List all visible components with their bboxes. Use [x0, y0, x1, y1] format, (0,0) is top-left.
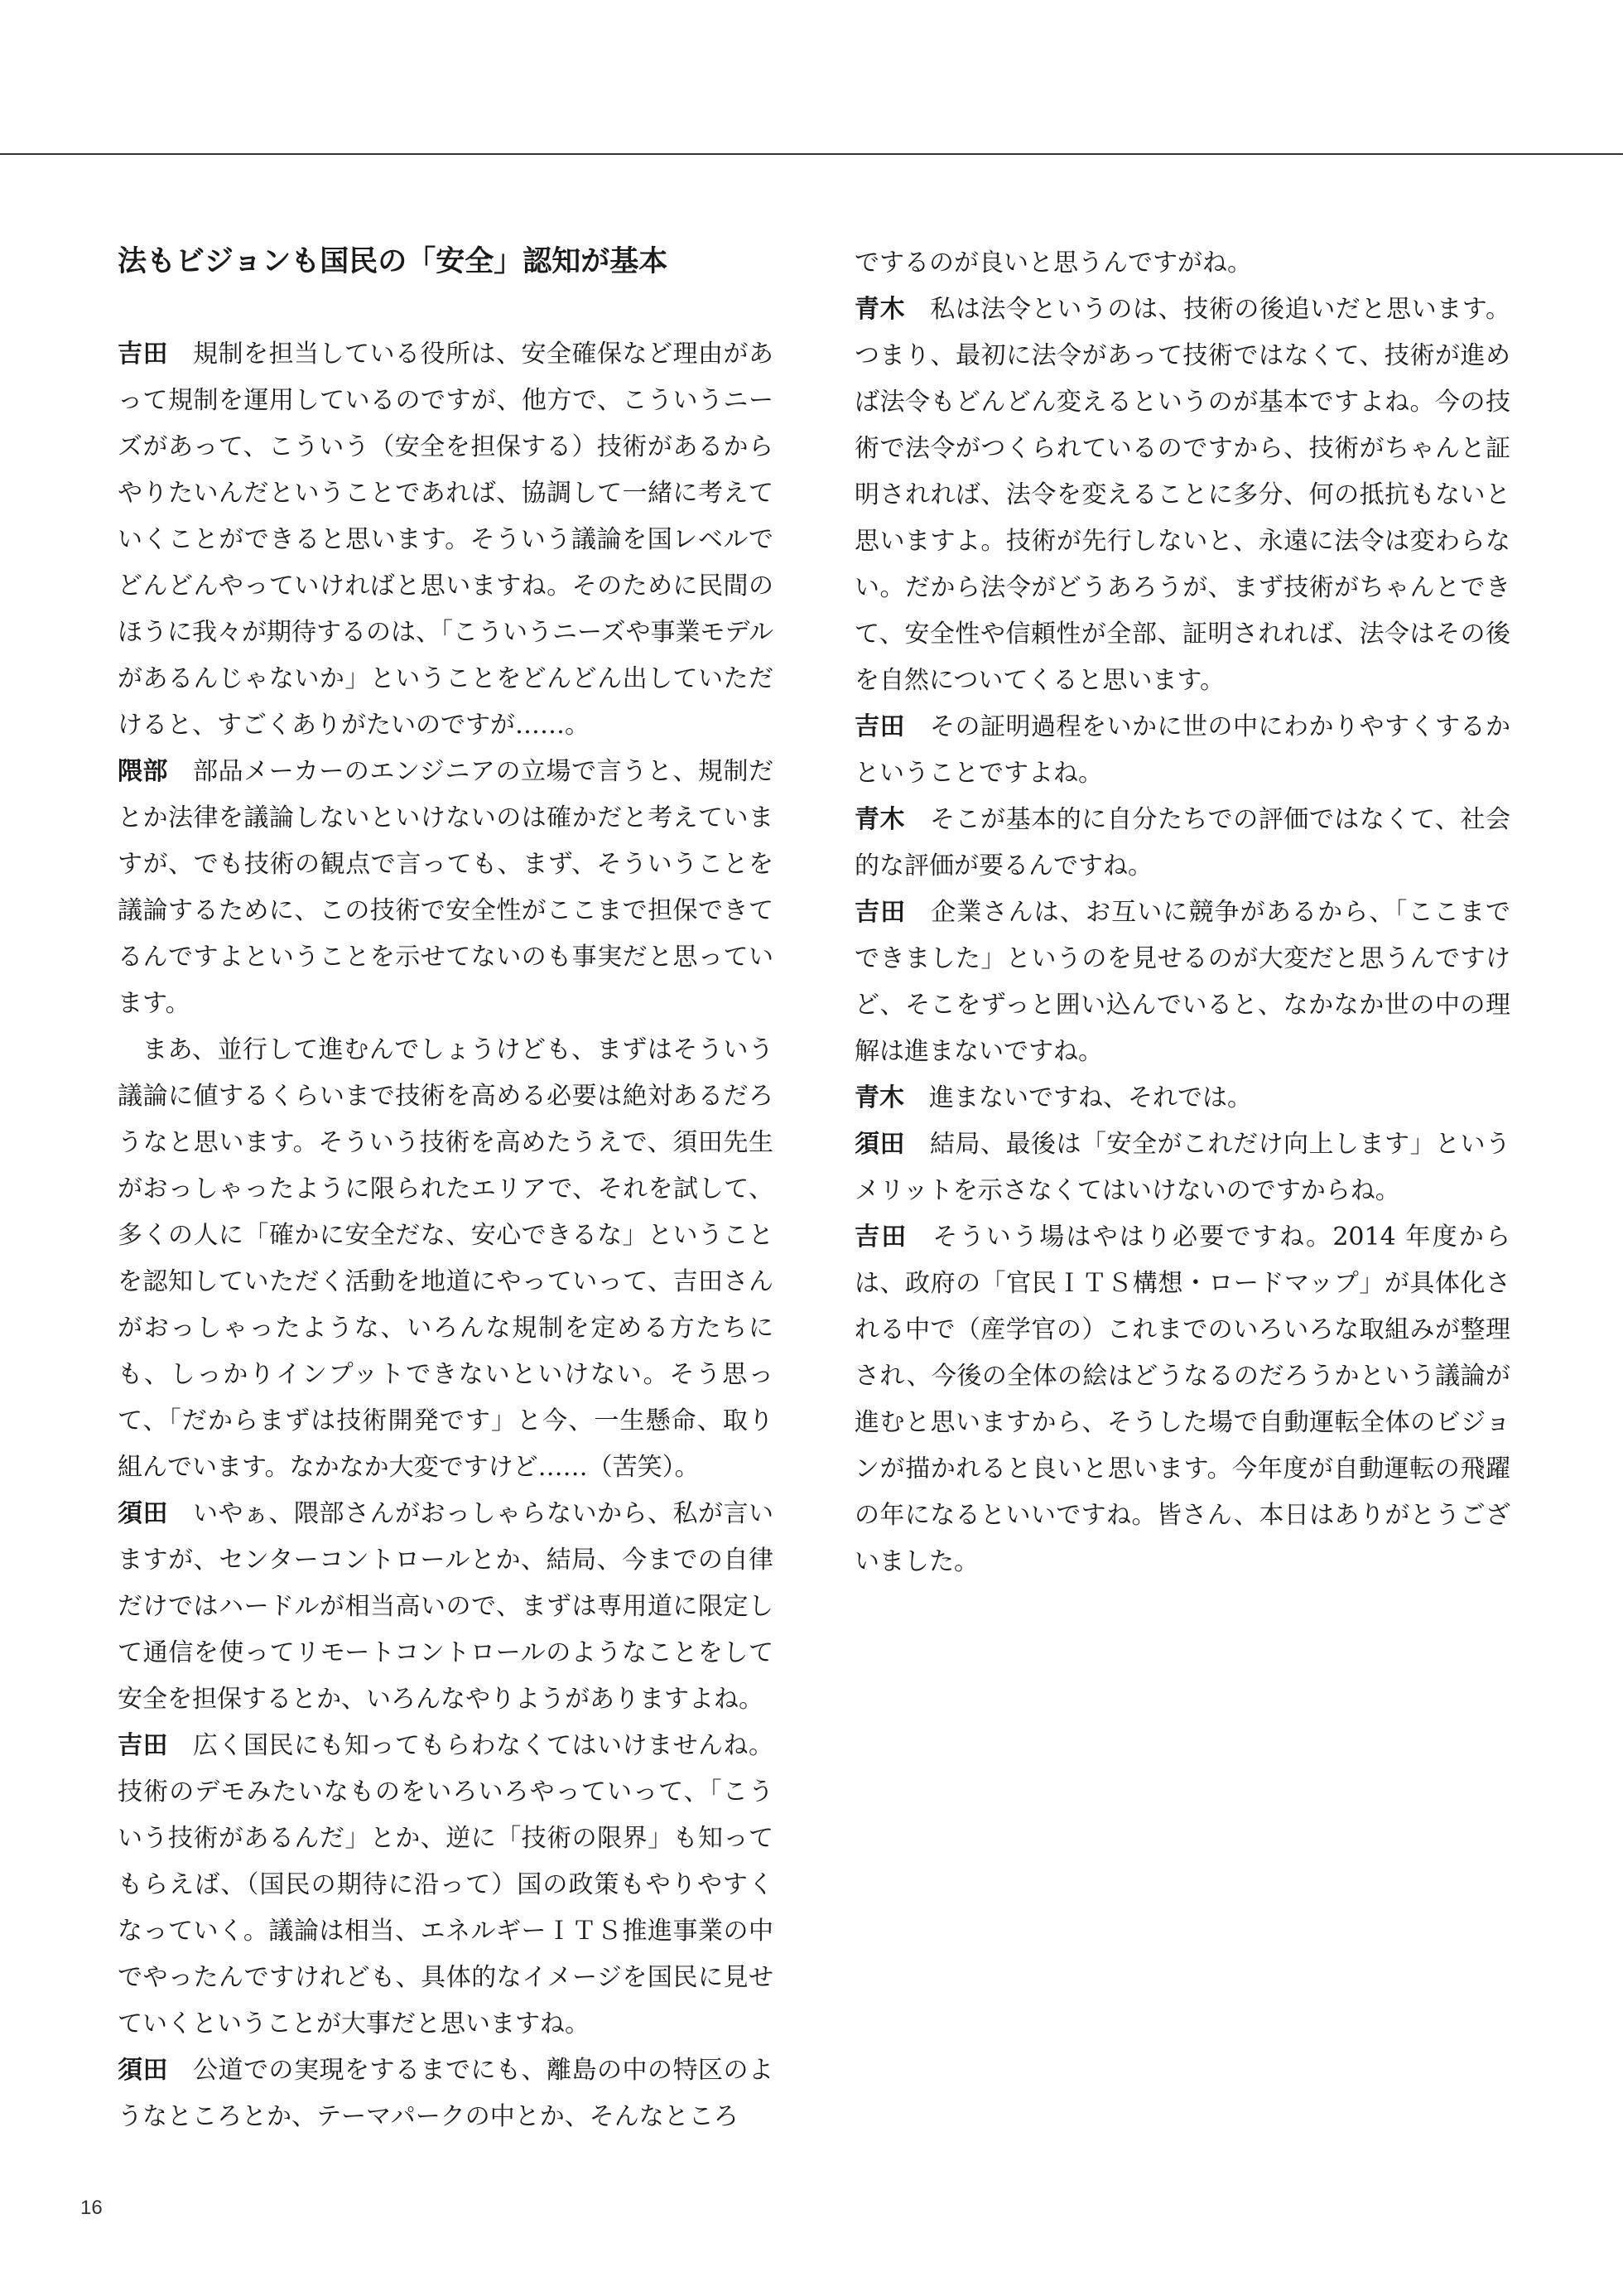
speaker-name: 青木 [855, 295, 906, 324]
page-number: 16 [80, 2197, 103, 2219]
speaker-name: 吉田 [855, 898, 907, 927]
speaker-name: 吉田 [118, 340, 168, 369]
paragraph-text: 企業さんは、お互いに競争があるから、「ここまでできました」というのを見せるのが大変だと思うんですけど、そこをずっと囲い込んでいると、なかなか世の中の理解は進まないですね。 [855, 898, 1510, 1066]
paragraph [118, 749, 773, 1027]
paragraph [118, 1027, 773, 1491]
paragraph-text: 私は法令というのは、技術の後追いだと思います。つまり、最初に法令があって技術ではなくて、技術が進めば法令もどんどん変えるというのが基本ですよね。今の技術で法令がつくられているのですから、技術がちゃんと証明されれば、法令を変えることに多分、何の抵抗もないと思いますよ。技術が先行しないと、永遠に法令は変わらない。だから法令がどうあろうが、まず技術がちゃんとできて、安全性や信頼性が全部、証明されれば、法令はその後を自然についてくると思います。 [855, 295, 1510, 695]
header-rule [0, 153, 1623, 155]
paragraph-text: 部品メーカーのエンジニアの立場で言うと、規制だとか法律を議論しないといけないのは確かだと考えていますが、でも技術の観点で言っても、まず、そういうことを議論するために、この技術で安全性がここまで担保できてるんですよということを示せてないのも事実だと思っています。 [118, 757, 774, 1018]
right-column [855, 240, 1510, 1585]
speaker-name: 隈部 [118, 757, 169, 786]
paragraph [118, 331, 773, 749]
paragraph-text: でするのが良いと思うんですがね。 [855, 248, 1252, 277]
paragraph-text: 広く国民にも知ってもらわなくてはいけませんね。技術のデモみたいなものをいろいろやっていって、「こういう技術があるんだ」とか、逆に「技術の限界」も知ってもらえば、（国民の期待に沿って）国の政策もやりやすくなっていく。議論は相当、エネルギーＩＴＳ推進事業の中でやったんですけれども、具体的なイメージを国民に見せていくということが大事だと思いますね。 [118, 1731, 773, 2038]
paragraph [855, 1214, 1510, 1585]
paragraph-text: 進まないですね、それでは。 [929, 1083, 1252, 1112]
section-heading: 法もビジョンも国民の「安全」認知が基本 [118, 245, 668, 278]
paragraph-text: いやぁ、隈部さんがおっしゃらないから、私が言いますが、センターコントロールとか、結局、今までの自律だけではハードルが相当高いので、まずは専用道に限定して通信を使ってリモートコントロールのようなことをして安全を担保するとか、いろんなやりようがありますよね。 [118, 1499, 773, 1714]
paragraph-text: そういう場はやはり必要ですね。2014 年度からは、政府の「官民ＩＴＳ構想・ロードマップ」が具体化される中で（産学官の）これまでのいろいろな取組みが整理され、今後の全体の絵はどうなるのだろうかという議論が進むと思いますから、そうした場で自動運転全体のビジョンが描かれると良いと思います。今年度が自動運転の飛躍の年になるといいですね。皆さん、本日はありがとうございました。 [855, 1223, 1511, 1576]
paragraph [118, 2048, 773, 2140]
speaker-name: 須田 [118, 1499, 168, 1528]
speaker-name: 吉田 [855, 712, 905, 741]
speaker-name: 須田 [118, 2056, 168, 2085]
paragraph-text: 公道での実現をするまでにも、離島の中の特区のようなところとか、テーマパークの中とか、そんなところ [118, 2056, 773, 2131]
paragraph [855, 1075, 1510, 1121]
paragraph [855, 797, 1510, 890]
paragraph [855, 240, 1510, 287]
paragraph [855, 704, 1510, 797]
speaker-name: 青木 [855, 1083, 904, 1112]
paragraph [855, 1121, 1510, 1214]
paragraph [118, 1723, 773, 2048]
paragraph [118, 1491, 773, 1723]
paragraph-text: 規制を担当している役所は、安全確保など理由があって規制を運用しているのですが、他方で、こういうニーズがあって、こういう（安全を担保する）技術があるからやりたいんだということであれば、協調して一緒に考えていくことができると思います。そういう議論を国レベルでどんどんやっていければと思いますね。そのために民間のほうに我々が期待するのは、「こういうニーズや事業モデルがあるんじゃないか」ということをどんどん出していただけると、すごくありがたいのですが……。 [118, 340, 773, 740]
paragraph-text: 結局、最後は「安全がこれだけ向上します」というメリットを示さなくてはいけないのですからね。 [855, 1130, 1510, 1205]
speaker-name: 須田 [855, 1130, 905, 1159]
left-column [118, 239, 773, 2140]
paragraph [855, 890, 1510, 1075]
paragraph-text: その証明過程をいかに世の中にわかりやすくするかということですよね。 [855, 712, 1510, 788]
speaker-name: 吉田 [855, 1223, 908, 1252]
speaker-name: 吉田 [118, 1731, 168, 1760]
speaker-name: 青木 [855, 805, 906, 834]
paragraph-text: まあ、並行して進むんでしょうけども、まずはそういう議論に値するくらいまで技術を高める必要は絶対あるだろうなと思います。そういう技術を高めたうえで、須田先生がおっしゃったように限られたエリアで、それを試して、多くの人に「確かに安全だな、安心できるな」ということを認知していただく活動を地道にやっていって、吉田さんがおっしゃったような、いろんな規制を定める方たちにも、しっかりインプットできないといけない。そう思って、「だからまずは技術開発です」と今、一生懸命、取り組んでいます。なかなか大変ですけど……（苦笑）。 [118, 1035, 773, 1482]
paragraph-text: そこが基本的に自分たちでの評価ではなくて、社会的な評価が要るんですね。 [855, 805, 1510, 880]
paragraph [855, 287, 1510, 704]
